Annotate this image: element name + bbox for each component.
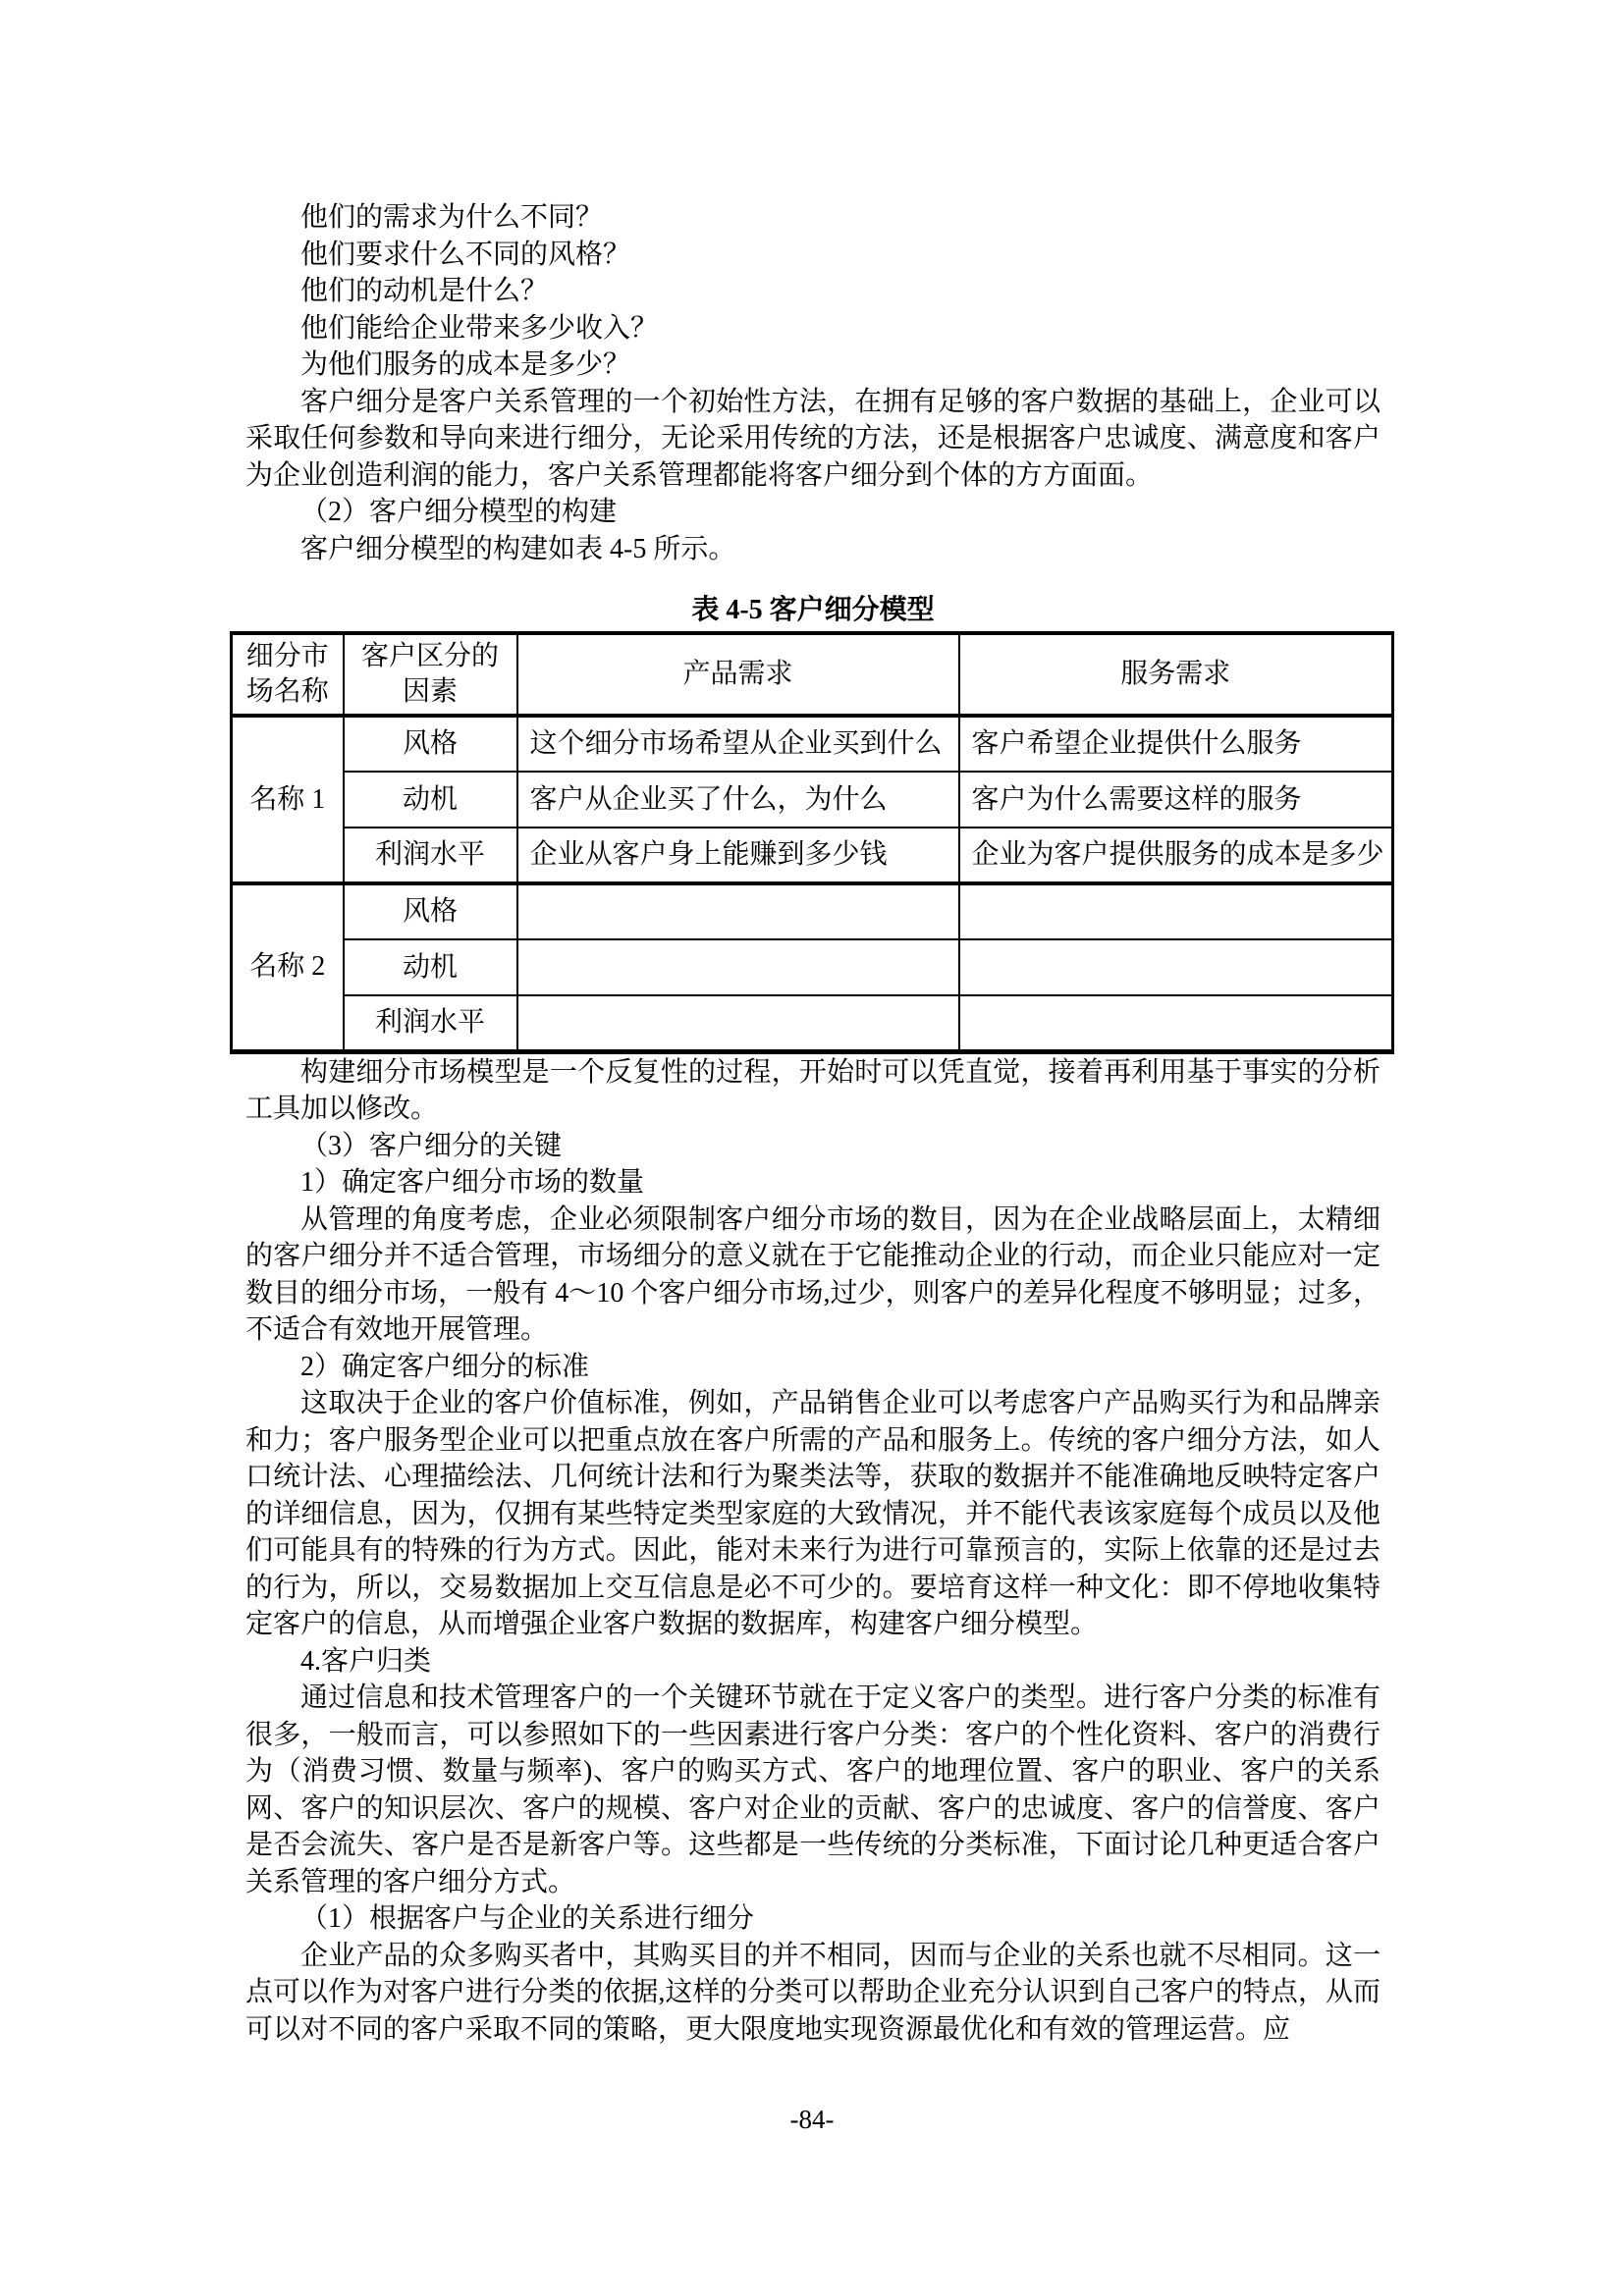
body-paragraph: 客户细分模型的构建如表 4-5 所示。 bbox=[300, 533, 736, 564]
service-cell: 客户希望企业提供什么服务 bbox=[959, 716, 1393, 772]
body-paragraph: 企业产品的众多购买者中，其购买目的并不相同，因而与企业的关系也就不尽相同。这一点可以作为对客户进行分类的依据,这样的分类可以帮助企业充分认识到自己客户的特点，从而可以对不同的客户采取不同的策略，更大限度地实现资源最优化和有效的管理运营。应 bbox=[245, 1940, 1380, 2045]
heading-paragraph: 4.客户归类 bbox=[300, 1645, 432, 1677]
factor-cell: 动机 bbox=[344, 772, 517, 828]
product-cell: 企业从客户身上能赚到多少钱 bbox=[517, 828, 959, 883]
heading-paragraph: （3）客户细分的关键 bbox=[300, 1130, 563, 1161]
product-cell bbox=[517, 995, 959, 1051]
table-row bbox=[232, 772, 1393, 828]
table-header-row bbox=[232, 633, 1393, 716]
question-line: 他们要求什么不同的风格？ bbox=[300, 239, 631, 270]
question-line: 他们的需求为什么不同？ bbox=[300, 202, 604, 233]
heading-paragraph: （1）根据客户与企业的关系进行细分 bbox=[300, 1903, 755, 1934]
table-row bbox=[232, 883, 1393, 939]
factor-cell: 风格 bbox=[344, 716, 517, 772]
table-header-cell: 产品需求 bbox=[517, 633, 959, 716]
product-cell: 这个细分市场希望从企业买到什么 bbox=[517, 716, 959, 772]
body-paragraph: 从管理的角度考虑，企业必须限制客户细分市场的数目，因为在企业战略层面上，太精细的客户细分并不适合管理，市场细分的意义就在于它能推动企业的行动，而企业只能应对一定数目的细分市场，一般有 4～10 个客户细分市场,过少，则客户的差异化程度不够明显；过多，不适合有效地开展管理。 bbox=[245, 1203, 1380, 1345]
heading-paragraph: 2）确定客户细分的标准 bbox=[300, 1351, 590, 1382]
table-row bbox=[232, 995, 1393, 1051]
service-cell bbox=[959, 939, 1393, 995]
service-cell: 企业为客户提供服务的成本是多少 bbox=[959, 828, 1393, 883]
factor-cell: 动机 bbox=[344, 939, 517, 995]
page-number: -84- bbox=[789, 2105, 835, 2134]
group-name-cell: 名称 1 bbox=[232, 716, 344, 883]
heading-paragraph: （2）客户细分模型的构建 bbox=[300, 497, 618, 527]
question-line: 为他们服务的成本是多少？ bbox=[300, 349, 631, 380]
group-name-cell: 名称 2 bbox=[232, 883, 344, 1051]
heading-paragraph: 1）确定客户细分市场的数量 bbox=[300, 1167, 645, 1198]
question-line: 他们的动机是什么？ bbox=[300, 276, 549, 306]
body-paragraph: 构建细分市场模型是一个反复性的过程，开始时可以凭直觉，接着再利用基于事实的分析工具加以修改。 bbox=[245, 1056, 1380, 1124]
product-cell bbox=[517, 939, 959, 995]
factor-cell: 利润水平 bbox=[344, 828, 517, 883]
table-row bbox=[232, 716, 1393, 772]
factor-cell: 利润水平 bbox=[344, 995, 517, 1051]
product-cell bbox=[517, 883, 959, 939]
service-cell bbox=[959, 883, 1393, 939]
service-cell: 客户为什么需要这样的服务 bbox=[959, 772, 1393, 828]
table-row bbox=[232, 939, 1393, 995]
table-row bbox=[232, 828, 1393, 883]
table-header-cell: 细分市场名称 bbox=[232, 633, 344, 716]
table-header-cell: 服务需求 bbox=[959, 633, 1393, 716]
body-paragraph: 通过信息和技术管理客户的一个关键环节就在于定义客户的类型。进行客户分类的标准有很多，一般而言，可以参照如下的一些因素进行客户分类：客户的个性化资料、客户的消费行为（消费习惯、数量与频率)、客户的购买方式、客户的地理位置、客户的职业、客户的关系网、客户的知识层次、客户的规模、客户对企业的贡献、客户的忠诚度、客户的信誉度、客户是否会流失、客户是否是新客户等。这些都是一些传统的分类标准，下面讨论几种更适合客户关系管理的客户细分方式。 bbox=[245, 1682, 1380, 1897]
product-cell: 客户从企业买了什么，为什么 bbox=[517, 772, 959, 828]
table-header-cell: 客户区分的因素 bbox=[344, 633, 517, 716]
service-cell bbox=[959, 995, 1393, 1051]
body-paragraph: 客户细分是客户关系管理的一个初始性方法，在拥有足够的客户数据的基础上，企业可以采取任何参数和导向来进行细分，无论采用传统的方法，还是根据客户忠诚度、满意度和客户为企业创造利润的能力，客户关系管理都能将客户细分到个体的方方面面。 bbox=[245, 386, 1380, 491]
body-paragraph: 这取决于企业的客户价值标准，例如，产品销售企业可以考虑客户产品购买行为和品牌亲和力；客户服务型企业可以把重点放在客户所需的产品和服务上。传统的客户细分方法，如人口统计法、心理描绘法、几何统计法和行为聚类法等，获取的数据并不能准确地反映特定客户的详细信息，因为，仅拥有某些特定类型家庭的大致情况，并不能代表该家庭每个成员以及他们可能具有的特殊的行为方式。因此，能对未来行为进行可靠预言的，实际上依靠的还是过去的行为，所以，交易数据加上交互信息是必不可少的。要培育这样一种文化：即不停地收集特定客户的信息，从而增强企业客户数据的数据库，构建客户细分模型。 bbox=[245, 1388, 1380, 1639]
question-line: 他们能给企业带来多少收入？ bbox=[300, 312, 659, 344]
page-content bbox=[245, 199, 1384, 2048]
factor-cell: 风格 bbox=[344, 883, 517, 939]
table-caption: 表 4-5 客户细分模型 bbox=[691, 595, 935, 625]
segmentation-table bbox=[230, 631, 1394, 1054]
